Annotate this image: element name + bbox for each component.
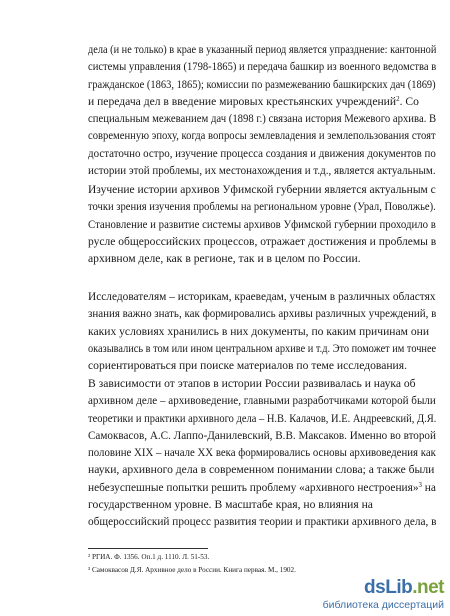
text-line: Самоквасов, А.С. Лаппо-Данилевский, В.В. Максаков. Именно во второй: [88, 428, 436, 442]
text-line: гражданское (1863, 1865); комиссии по размежеванию башкирских дач (1869): [88, 77, 436, 91]
text-line: В зависимости от этапов в истории России развивалась и наука об: [88, 377, 416, 390]
text-line: знания важно знать, как формировались архивы различных учреждений, в: [88, 307, 437, 321]
watermark-logo[interactable]: [314, 577, 444, 599]
footnote-3: ³ Самоквасов Д.Я. Архивное дело в России. Книга первая. М., 1902.: [88, 566, 296, 574]
paragraph-3: [88, 288, 436, 374]
footnote-divider: [88, 548, 208, 549]
watermark-subtitle: библиотека диссертаций: [322, 599, 444, 611]
text-line: архивном деле – архивоведение, главными разработчиками которой были: [88, 394, 436, 408]
text-line: дела (и не только) в крае в указанный период является упразднение: кантонной: [88, 43, 437, 56]
text-line: государственном уровне. В масштабе края, но влияния на: [88, 498, 373, 512]
text-line-tail: . Со: [399, 94, 419, 108]
text-line: системы управления (1798-1865) и передача башкир из военного ведомства в: [88, 60, 437, 74]
text-line: русле общероссийских процессов, отражает достижения и проблемы в: [88, 234, 437, 248]
text-line: Исследователям – историкам, краеведам, ученым в различных областях: [88, 290, 436, 303]
text-line: достаточно остро, изучение процесса создания и движения документов по: [88, 146, 436, 160]
footnote-2: ² РГИА. Ф. 1356. Оп.1 д. 1110. Л. 51-53.: [88, 553, 210, 561]
text-line: науки, архивного дела в современном понимании слова; а также были: [88, 463, 435, 477]
footnote-ref-2: 2: [396, 94, 400, 103]
paragraph-4: [88, 375, 436, 531]
text-line: точки зрения изучения проблемы на региональном уровне (Урал, Поволжье).: [88, 200, 436, 214]
text-line: Изучение истории архивов Уфимской губернии является актуальным с: [88, 183, 436, 196]
watermark-logo-domain: .net: [412, 577, 444, 598]
footnote-ref-3: 3: [418, 480, 422, 489]
text-line: общероссийский процесс развития теории и практики архивного дела, в: [88, 515, 437, 529]
text-line: [88, 93, 436, 110]
text-line: [88, 479, 436, 496]
text-line: современную эпоху, когда вопросы землевладения и землепользования стоят: [88, 129, 436, 143]
text-line-tail: на: [421, 480, 436, 494]
paragraph-1: [88, 41, 436, 179]
paragraph-2: [88, 181, 436, 267]
text-line: половине XIX – начале XX века формировались основы архивоведения как: [88, 446, 436, 460]
text-line: теоретики и практики архивного дела – Н.В. Калачов, И.Е. Андреевский, Д.Я.: [88, 411, 437, 425]
text-line: специальным межеванием дач (1898 г.) связана история Межевого архива. В: [88, 112, 437, 126]
text-line: каких условиях хранились в них документы, по каким причинам они: [88, 324, 430, 338]
text-line-body: небезуспешные попытки решить проблему «архивного нестроения»: [88, 480, 419, 494]
text-line-body: и передача дел в введение мировых крестьянских учреждений: [88, 94, 397, 108]
text-line: оказывались в том или ином центральном архиве и т.д. Это поможет им точнее: [88, 341, 437, 355]
text-line: сориентироваться при поиске материалов по теме исследования.: [88, 359, 407, 373]
text-line: Становление и развитие системы архивов Уфимской губернии проходило в: [88, 217, 436, 231]
watermark-logo-main: dsLib: [364, 577, 413, 598]
text-line: архивном деле, как в регионе, так и в целом по России.: [88, 252, 361, 266]
text-line: истории этой проблемы, их местонахождения и т.д., является актуальным.: [88, 164, 436, 178]
